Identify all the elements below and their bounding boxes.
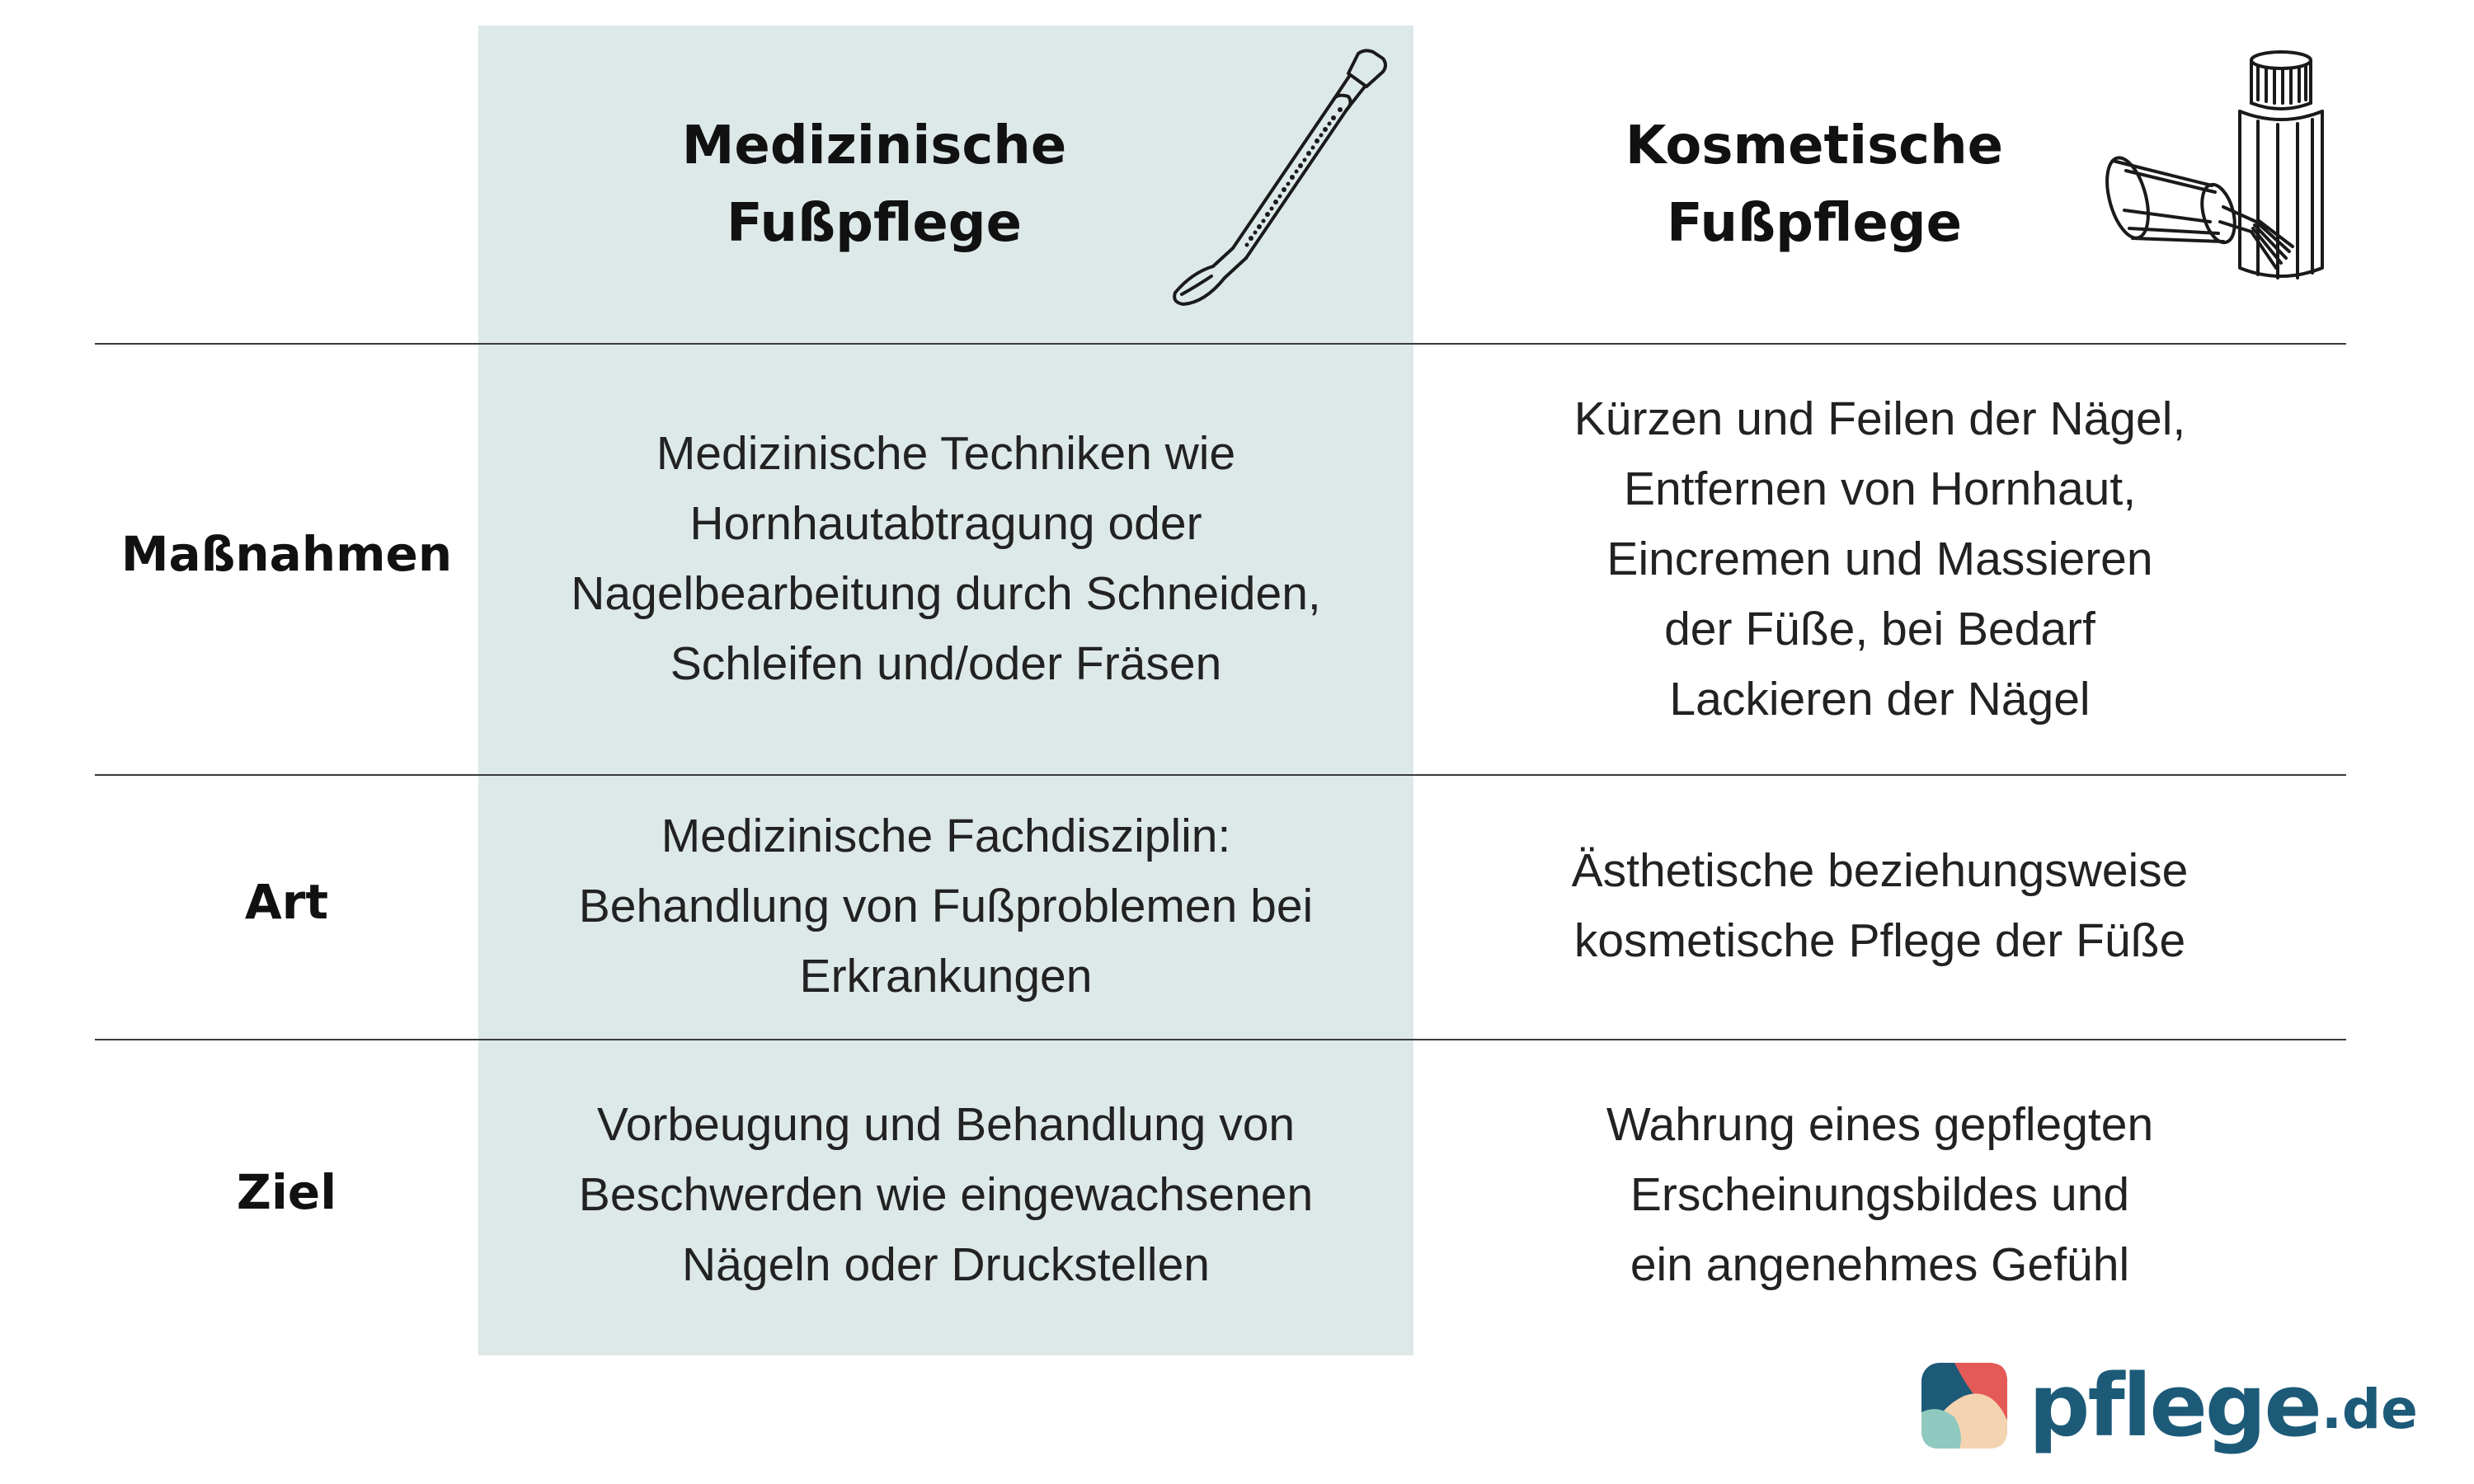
cell-line: Eincremen und Massieren xyxy=(1606,533,2153,585)
row-label-ziel: Ziel xyxy=(236,1164,337,1220)
cell-art-cosmetic xyxy=(1413,836,2346,976)
cell-art-medical xyxy=(478,801,1413,1012)
brand-tld: .de xyxy=(2321,1378,2418,1441)
cell-line: Erkrankungen xyxy=(799,950,1093,1003)
cell-line: Ästhetische beziehungsweise xyxy=(1571,844,2189,897)
cell-line: Nägeln oder Druckstellen xyxy=(682,1238,1210,1291)
row-divider xyxy=(95,774,2346,776)
cosmetic-header-line2: Fußpflege xyxy=(1667,193,1962,254)
cell-line: Erscheinungsbildes und xyxy=(1630,1168,2130,1221)
cell-line: Vorbeugung und Behandlung von xyxy=(596,1098,1296,1151)
row-divider xyxy=(95,1039,2346,1040)
medical-column-header xyxy=(627,107,1122,262)
cell-line: der Füße, bei Bedarf xyxy=(1664,603,2095,655)
cell-line: Schleifen und/oder Fräsen xyxy=(670,637,1222,690)
brand-name: pflege xyxy=(2029,1355,2320,1456)
brand-logo-link[interactable] xyxy=(1921,1352,2418,1459)
cell-line: Kürzen und Feilen der Nägel, xyxy=(1573,392,2186,445)
cell-line: Lackieren der Nägel xyxy=(1669,673,2091,726)
cell-line: ein angenehmes Gefühl xyxy=(1630,1238,2130,1291)
medical-header-line1: Medizinische xyxy=(681,115,1067,176)
cell-ziel-medical xyxy=(478,1090,1413,1300)
cosmetic-header-line1: Kosmetische xyxy=(1625,115,2004,176)
row-label-massnahmen: Maßnahmen xyxy=(120,526,453,582)
cell-line: Beschwerden wie eingewachsenen xyxy=(578,1168,1314,1221)
cell-line: Wahrung eines gepflegten xyxy=(1606,1098,2154,1151)
cell-line: Hornhautabtragung oder xyxy=(689,497,1202,550)
nail-polish-icon xyxy=(2095,45,2375,317)
cell-line: Behandlung von Fußproblemen bei xyxy=(578,880,1314,932)
cell-ziel-cosmetic xyxy=(1413,1090,2346,1300)
cell-line: Entfernen von Hornhaut, xyxy=(1623,463,2137,515)
cell-line: Medizinische Fachdisziplin: xyxy=(661,810,1231,862)
medical-header-line2: Fußpflege xyxy=(727,193,1022,254)
cell-line: Nagelbearbeitung durch Schneiden, xyxy=(571,567,1321,620)
cuticle-pusher-icon xyxy=(1142,45,1414,317)
cell-line: kosmetische Pflege der Füße xyxy=(1573,914,2186,967)
cell-massnahmen-medical xyxy=(478,419,1413,699)
row-label-art: Art xyxy=(244,874,329,930)
cell-line: Medizinische Techniken wie xyxy=(656,427,1236,480)
cosmetic-column-header xyxy=(1567,107,2062,262)
row-divider xyxy=(95,343,2346,345)
cell-massnahmen-cosmetic xyxy=(1413,384,2346,735)
pflege-logo-icon xyxy=(1921,1363,2007,1449)
